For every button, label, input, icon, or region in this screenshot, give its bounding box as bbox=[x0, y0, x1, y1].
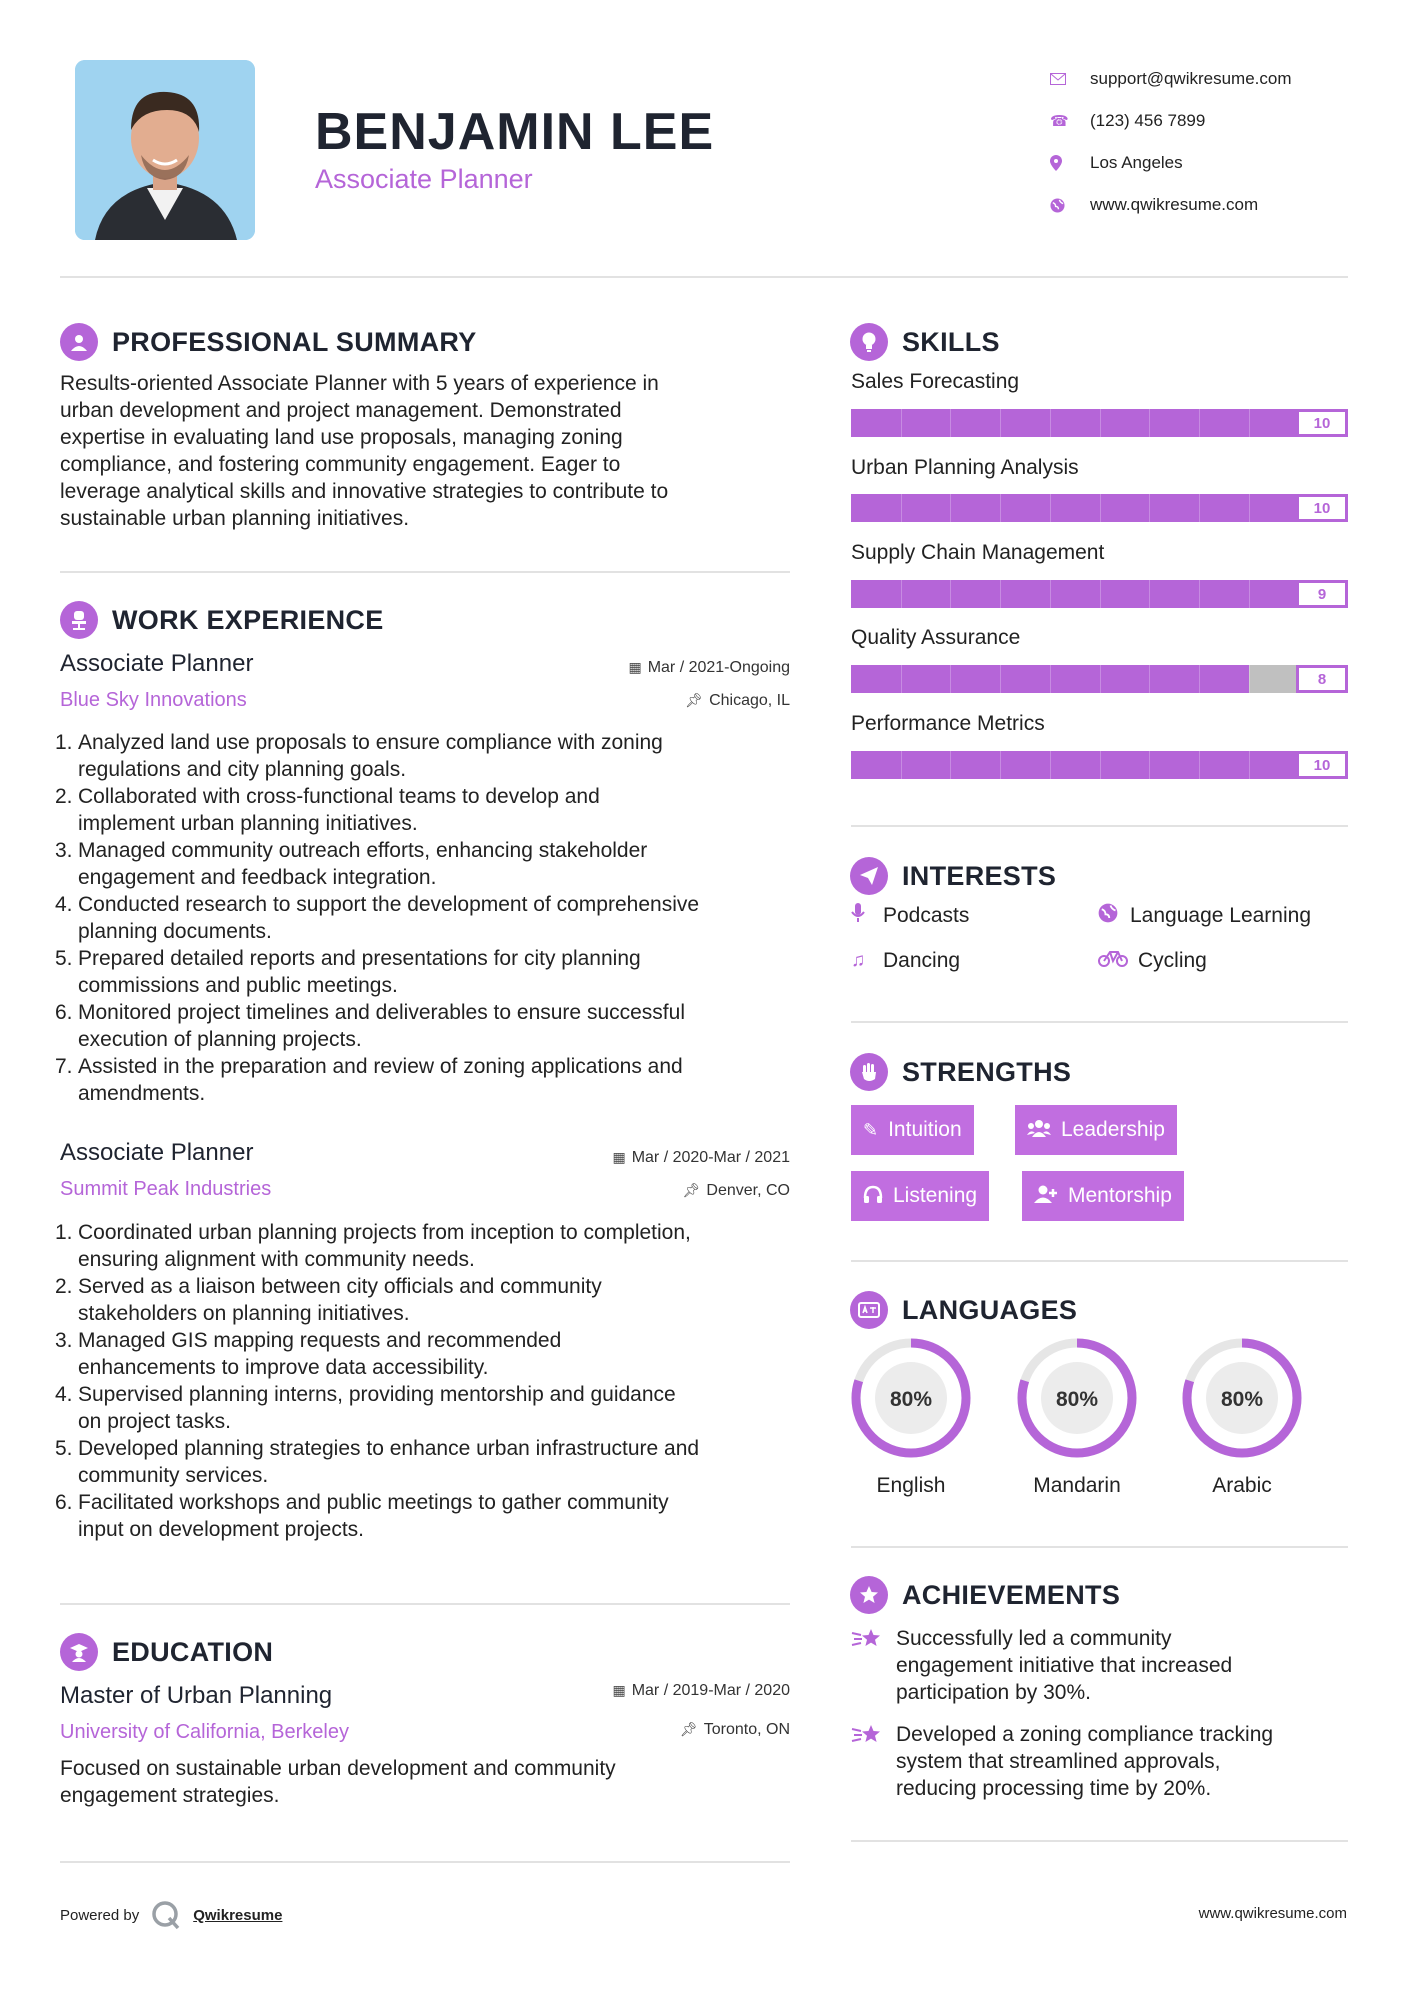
footer-powered-by: Powered by Qwikresume bbox=[60, 1900, 282, 1930]
calendar-icon: ▦ bbox=[628, 659, 642, 675]
lightbulb-icon bbox=[850, 323, 888, 361]
music-note-icon: ♫ bbox=[851, 950, 866, 971]
skill-bar-segment bbox=[1000, 494, 1001, 522]
globe-icon bbox=[1098, 903, 1130, 929]
skill-bar-segment bbox=[901, 409, 902, 437]
education-description: Focused on sustainable urban development and community engagement strategies. bbox=[60, 1757, 616, 1807]
education-heading: EDUCATION bbox=[60, 1633, 273, 1671]
graduate-icon bbox=[60, 1633, 98, 1671]
job-company: Blue Sky Innovations bbox=[60, 689, 247, 711]
language-icon bbox=[850, 1291, 888, 1329]
skill-bar bbox=[851, 665, 1348, 693]
user-icon bbox=[60, 323, 98, 361]
list-item: 6. Monitored project timelines and deliverables to ensure successful execution of planning projects. bbox=[55, 1001, 685, 1051]
skill-bar-segment bbox=[1149, 665, 1150, 693]
skill-bar bbox=[851, 580, 1348, 608]
language-name: English bbox=[876, 1474, 946, 1497]
job-duties bbox=[55, 1219, 800, 1543]
candidate-title: Associate Planner bbox=[315, 164, 533, 194]
language-ring bbox=[1180, 1336, 1304, 1460]
education-location: 📌︎ Toronto, ON bbox=[679, 1721, 790, 1738]
candidate-name: BENJAMIN LEE bbox=[315, 103, 715, 161]
skill-bar-segment bbox=[1100, 409, 1101, 437]
skill-score: 8 bbox=[1296, 665, 1348, 693]
strength-chip: Mentorship bbox=[1022, 1171, 1184, 1221]
header-divider bbox=[60, 276, 1348, 278]
language-name: Mandarin bbox=[1033, 1474, 1121, 1497]
skill-bar bbox=[851, 494, 1348, 522]
strength-chip: Leadership bbox=[1015, 1105, 1177, 1155]
list-item: 3. Managed community outreach efforts, enhancing stakeholder engagement and feedback integration. bbox=[55, 839, 648, 889]
list-item: 6. Facilitated workshops and public meetings to gather community input on development projects. bbox=[55, 1491, 669, 1541]
skill-name: Performance Metrics bbox=[851, 712, 1045, 735]
strength-chip: ✎ Intuition bbox=[851, 1105, 974, 1155]
skill-bar bbox=[851, 409, 1348, 437]
skill-bar-segment bbox=[901, 665, 902, 693]
skill-bar-segment bbox=[1199, 665, 1200, 693]
education-dates: ▦ Mar / 2019-Mar / 2020 bbox=[612, 1682, 790, 1699]
list-item: 7. Assisted in the preparation and review of zoning applications and amendments. bbox=[55, 1055, 683, 1105]
job-location: 📌︎ Denver, CO bbox=[682, 1182, 790, 1199]
achievement-item: Successfully led a community engagement initiative that increased participation by 30%. bbox=[851, 1625, 1336, 1706]
qwikresume-logo bbox=[151, 1900, 181, 1930]
skill-bar-segment bbox=[1050, 494, 1051, 522]
contact-email[interactable]: support@qwikresume.com bbox=[1050, 58, 1292, 100]
skill-score: 10 bbox=[1296, 494, 1348, 522]
skill-bar-segment bbox=[950, 409, 951, 437]
job-company: Summit Peak Industries bbox=[60, 1178, 272, 1200]
education-divider bbox=[60, 1861, 790, 1863]
skill-bar-segment bbox=[1149, 751, 1150, 779]
experience-heading: WORK EXPERIENCE bbox=[60, 601, 384, 639]
skill-bar-segment bbox=[1000, 580, 1001, 608]
strengths-divider bbox=[851, 1260, 1348, 1262]
skill-bar-segment bbox=[1199, 409, 1200, 437]
shooting-star-icon bbox=[851, 1721, 896, 1802]
list-item: 1. Coordinated urban planning projects from inception to completion, ensuring alignment with community needs. bbox=[55, 1221, 691, 1271]
degree-title: Master of Urban Planning bbox=[60, 1682, 333, 1709]
skill-bar-segment bbox=[1100, 494, 1101, 522]
list-item: 2. Served as a liaison between city officials and community stakeholders on planning initiatives. bbox=[55, 1275, 602, 1325]
skill-bar-segment bbox=[950, 665, 951, 693]
job-location: 📌︎ Chicago, IL bbox=[685, 692, 790, 709]
summary-heading: PROFESSIONAL SUMMARY bbox=[60, 323, 477, 361]
interest-item: Podcasts bbox=[851, 903, 969, 929]
qwikresume-link[interactable]: Qwikresume bbox=[193, 1906, 283, 1924]
summary-divider bbox=[60, 571, 790, 573]
language-ring bbox=[1015, 1336, 1139, 1460]
skill-bar-segment bbox=[1249, 665, 1250, 693]
language-percent: 80% bbox=[1055, 1388, 1099, 1411]
strengths-heading: STRENGTHS bbox=[850, 1053, 1071, 1091]
achievements-divider bbox=[851, 1840, 1348, 1842]
magic-wand-icon: ✎ bbox=[863, 1119, 879, 1140]
job-dates: ▦ Mar / 2021-Ongoing bbox=[628, 659, 790, 676]
skill-bar-segment bbox=[1249, 580, 1250, 608]
calendar-icon: ▦ bbox=[612, 1149, 626, 1165]
skill-bar-segment bbox=[1100, 751, 1101, 779]
skill-bar-segment bbox=[1149, 494, 1150, 522]
list-item: 5. Prepared detailed reports and presentations for city planning commissions and public meetings. bbox=[55, 947, 641, 997]
language-name: Arabic bbox=[1212, 1474, 1272, 1497]
skill-name: Supply Chain Management bbox=[851, 541, 1105, 564]
skill-score: 10 bbox=[1296, 751, 1348, 779]
chair-icon bbox=[60, 601, 98, 639]
interest-item: Cycling bbox=[1098, 949, 1207, 973]
interest-item: Language Learning bbox=[1098, 903, 1311, 929]
skill-bar-segment bbox=[901, 751, 902, 779]
calendar-icon: ▦ bbox=[612, 1682, 626, 1698]
job-title: Associate Planner bbox=[60, 650, 254, 677]
skill-bar-segment bbox=[1199, 751, 1200, 779]
users-icon bbox=[1027, 1119, 1051, 1142]
pushpin-icon: 📌︎ bbox=[679, 1721, 698, 1737]
star-badge-icon bbox=[850, 1576, 888, 1614]
languages-divider bbox=[851, 1546, 1348, 1548]
experience-divider bbox=[60, 1603, 790, 1605]
skill-name: Sales Forecasting bbox=[851, 370, 1020, 393]
skill-bar-segment bbox=[1249, 409, 1250, 437]
languages-heading: LANGUAGES bbox=[850, 1291, 1077, 1329]
list-item: 4. Conducted research to support the development of comprehensive planning documents. bbox=[55, 893, 700, 943]
skill-bar-segment bbox=[1149, 580, 1150, 608]
skill-bar-segment bbox=[1050, 665, 1051, 693]
language-ring bbox=[849, 1336, 973, 1460]
skill-bar-segment bbox=[1050, 580, 1051, 608]
list-item: 4. Supervised planning interns, providing mentorship and guidance on project tasks. bbox=[55, 1383, 676, 1433]
mail-icon bbox=[1050, 73, 1090, 85]
globe-icon bbox=[1050, 198, 1090, 213]
skill-bar-fill bbox=[851, 580, 1298, 608]
achievements-heading: ACHIEVEMENTS bbox=[850, 1576, 1120, 1614]
skill-bar-segment bbox=[1000, 665, 1001, 693]
skill-bar-segment bbox=[1149, 409, 1150, 437]
user-plus-icon bbox=[1034, 1185, 1058, 1208]
contact-phone[interactable]: ☎ (123) 456 7899 bbox=[1050, 111, 1206, 130]
summary-text: Results-oriented Associate Planner with 5 years of experience in urban development and project management. Demonstrated expertise in evaluating land use proposals, managing zoning compliance, and fostering community engagement. Eager to leverage analytical skills and innovative strategies to contribute to sustainable urban planning initiatives. bbox=[60, 372, 669, 530]
skills-divider bbox=[851, 825, 1348, 827]
skill-bar-segment bbox=[950, 751, 951, 779]
skill-name: Urban Planning Analysis bbox=[851, 456, 1079, 479]
bicycle-icon bbox=[1098, 949, 1130, 973]
hand-icon bbox=[850, 1053, 888, 1091]
list-item: 3. Managed GIS mapping requests and recommended enhancements to improve data accessibility. bbox=[55, 1329, 562, 1379]
contact-location: Los Angeles bbox=[1050, 142, 1292, 184]
language-percent: 80% bbox=[889, 1388, 933, 1411]
job-duties bbox=[55, 729, 800, 1107]
footer-url[interactable]: www.qwikresume.com bbox=[1198, 1905, 1347, 1922]
skill-bar-segment bbox=[1050, 409, 1051, 437]
skill-bar-segment bbox=[901, 580, 902, 608]
skill-score: 10 bbox=[1296, 409, 1348, 437]
skill-bar-segment bbox=[1249, 494, 1250, 522]
job-dates: ▦ Mar / 2020-Mar / 2021 bbox=[612, 1149, 790, 1166]
job-title: Associate Planner bbox=[60, 1139, 254, 1166]
skill-bar-segment bbox=[950, 494, 951, 522]
achievement-item: Developed a zoning compliance tracking system that streamlined approvals, reducing processing time by 20%. bbox=[851, 1721, 1336, 1802]
list-item: 1. Analyzed land use proposals to ensure compliance with zoning regulations and city planning goals. bbox=[55, 731, 663, 781]
skill-score: 9 bbox=[1296, 580, 1348, 608]
pushpin-icon: 📌︎ bbox=[682, 1182, 701, 1198]
skill-bar-segment bbox=[950, 580, 951, 608]
location-pin-icon bbox=[1050, 155, 1090, 171]
contact-list bbox=[1050, 58, 1292, 226]
skill-bar-segment bbox=[1249, 751, 1250, 779]
phone-icon: ☎ bbox=[1050, 113, 1069, 130]
interests-divider bbox=[851, 1021, 1348, 1023]
skills-heading: SKILLS bbox=[850, 323, 1000, 361]
skill-bar-segment bbox=[1100, 665, 1101, 693]
pushpin-icon: 📌︎ bbox=[685, 692, 704, 708]
school-name: University of California, Berkeley bbox=[60, 1721, 349, 1743]
list-item: 5. Developed planning strategies to enhance urban infrastructure and community services. bbox=[55, 1437, 700, 1487]
skill-bar bbox=[851, 751, 1348, 779]
interests-heading: INTERESTS bbox=[850, 857, 1056, 895]
skill-bar-segment bbox=[1000, 751, 1001, 779]
contact-website[interactable]: www.qwikresume.com bbox=[1050, 184, 1292, 226]
headphones-icon bbox=[863, 1185, 883, 1208]
skill-name: Quality Assurance bbox=[851, 626, 1021, 649]
skill-bar-segment bbox=[1100, 580, 1101, 608]
paper-plane-icon bbox=[850, 857, 888, 895]
profile-photo bbox=[75, 60, 255, 240]
strength-chip: Listening bbox=[851, 1171, 989, 1221]
interest-item: ♫ Dancing bbox=[851, 949, 961, 972]
skill-bar-segment bbox=[1050, 751, 1051, 779]
skill-bar-segment bbox=[1199, 580, 1200, 608]
list-item: 2. Collaborated with cross-functional teams to develop and implement urban planning initiatives. bbox=[55, 785, 600, 835]
skill-bar-segment bbox=[901, 494, 902, 522]
microphone-icon bbox=[851, 903, 883, 929]
skill-bar-segment bbox=[1199, 494, 1200, 522]
language-percent: 80% bbox=[1220, 1388, 1264, 1411]
shooting-star-icon bbox=[851, 1625, 896, 1706]
skill-bar-segment bbox=[1000, 409, 1001, 437]
